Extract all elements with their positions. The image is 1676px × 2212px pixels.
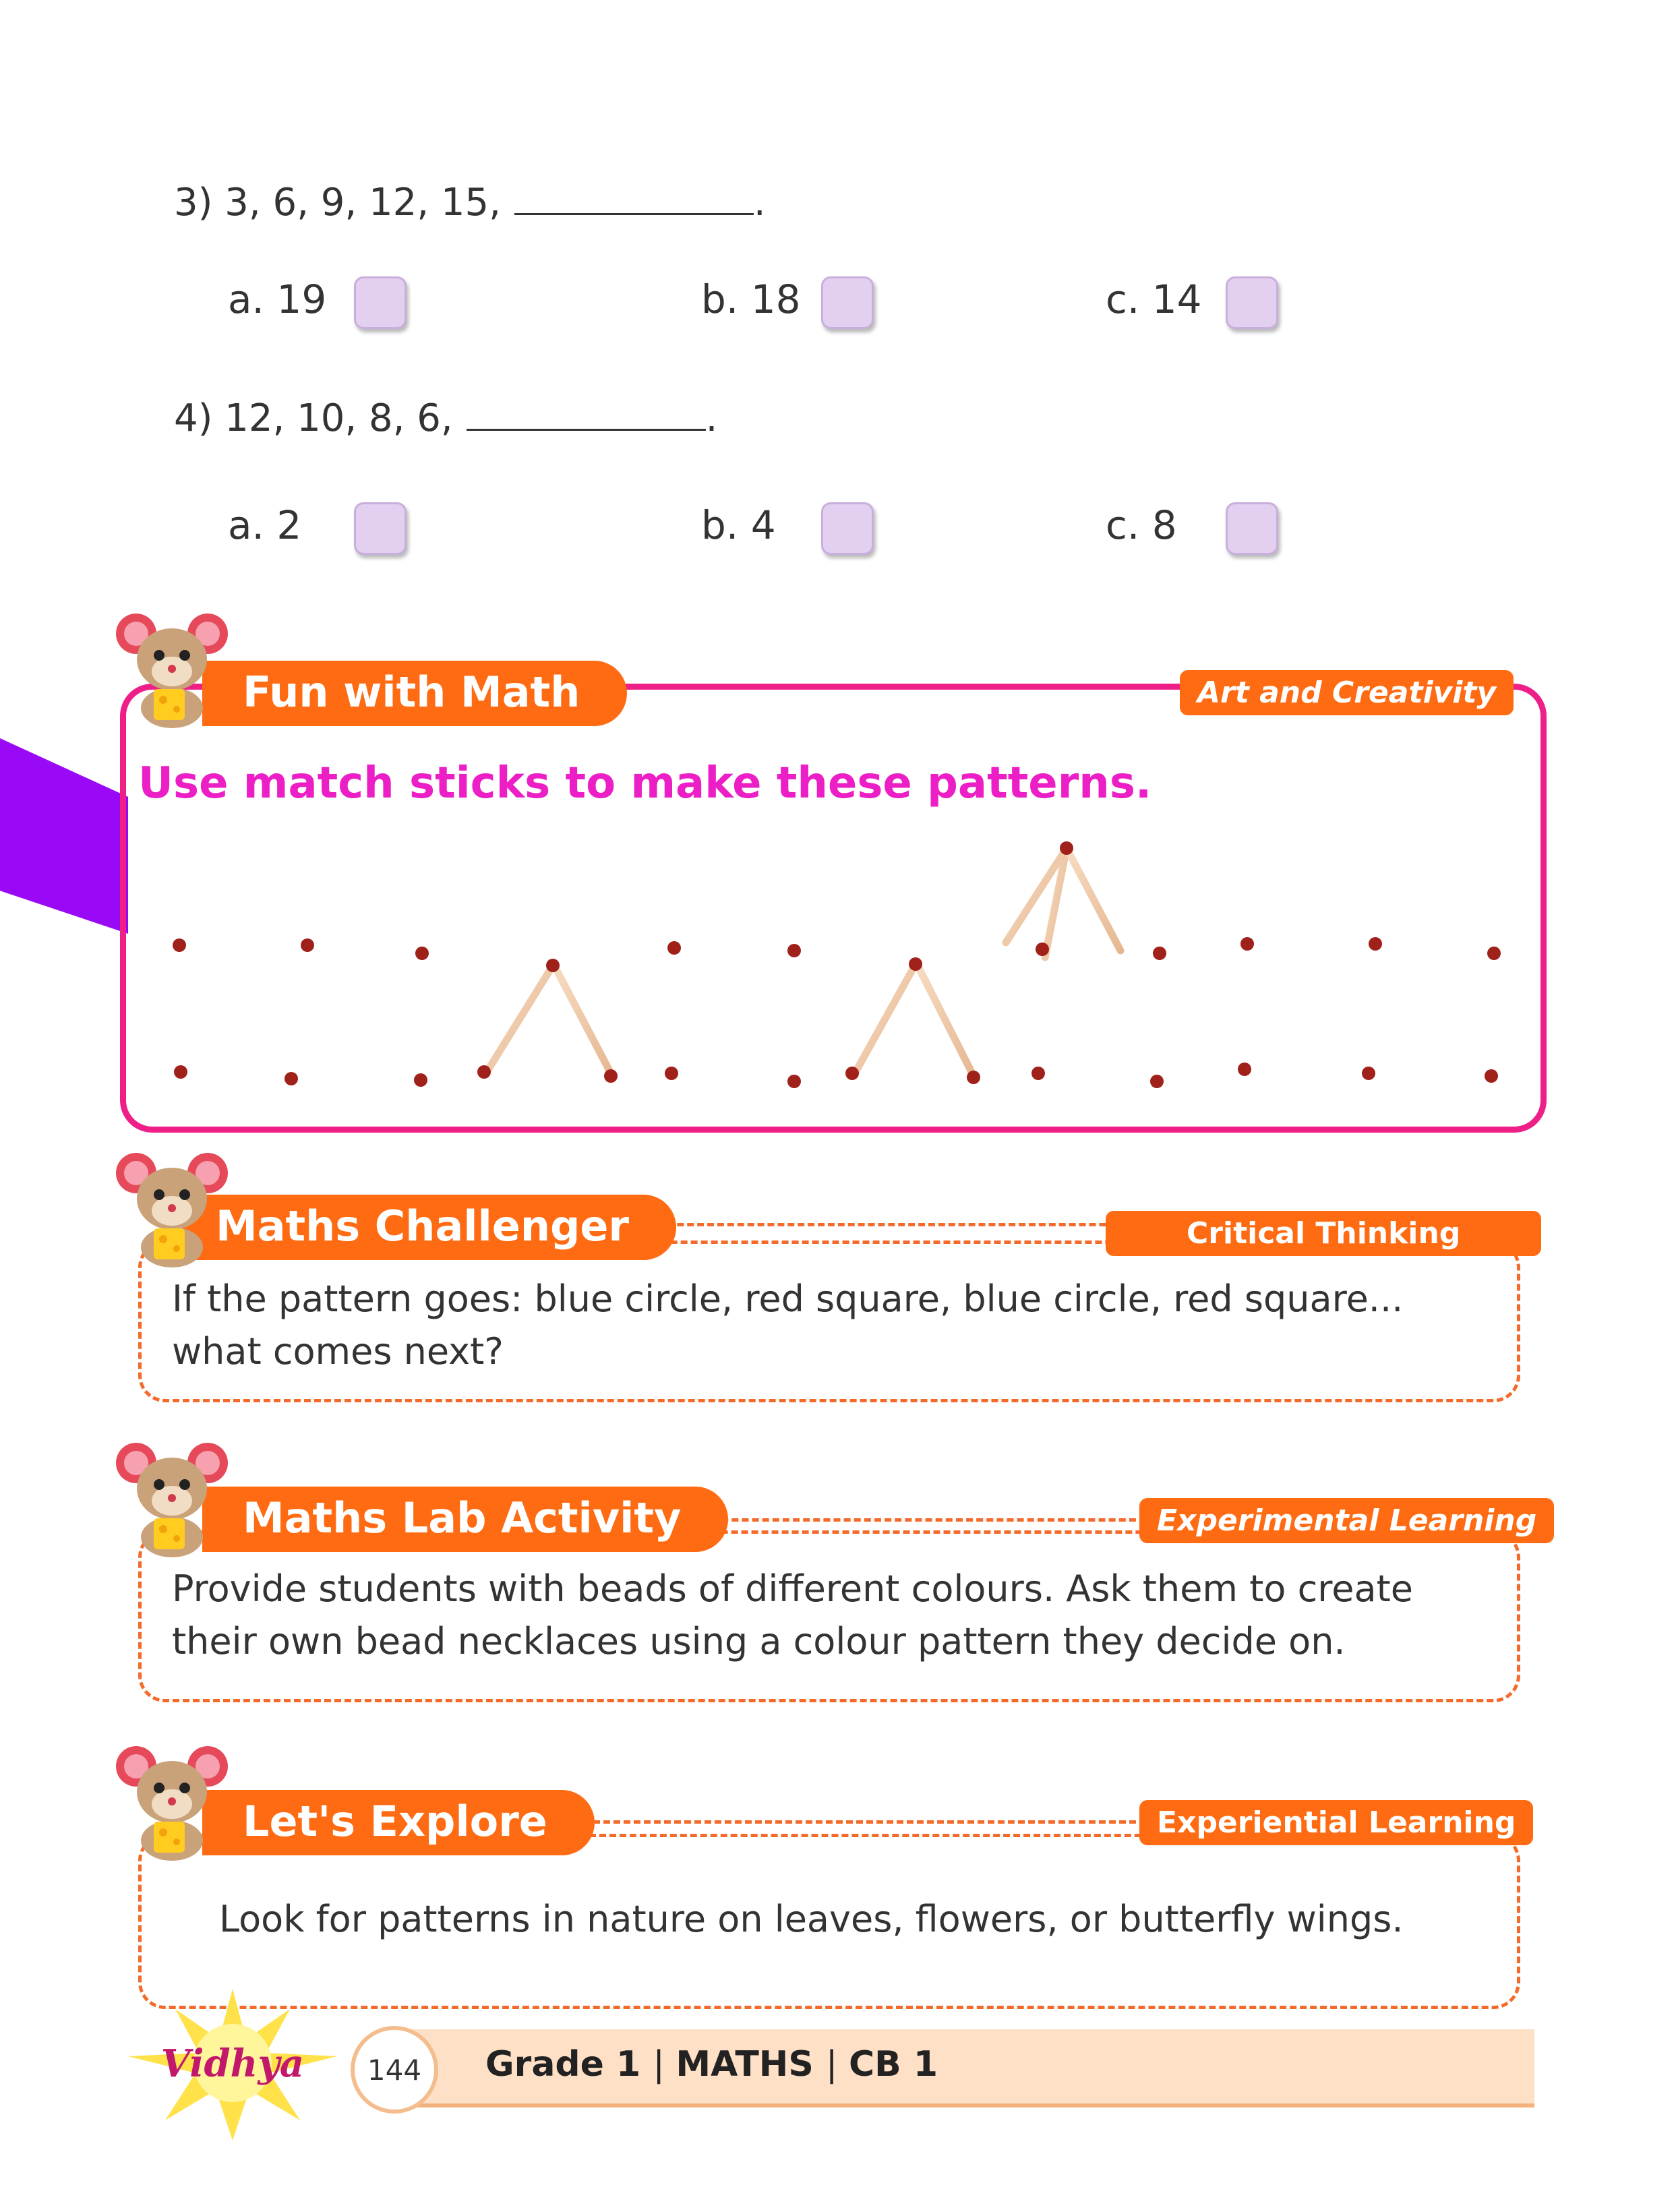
option-3b-label: b. 18	[701, 276, 801, 322]
question-3: 3) 3, 6, 9, 12, 15, .	[174, 181, 766, 225]
art-and-creativity-tag: Art and Creativity	[1180, 670, 1514, 715]
section-title: Fun with Math	[202, 661, 627, 726]
lets-explore-title-pill: Let's Explore	[202, 1790, 595, 1855]
maths-lab-text: Provide students with beads of different colours. Ask them to create their own bead necklaces using a colour pattern they decide on.	[172, 1567, 1413, 1663]
option-3c-checkbox[interactable]	[1226, 276, 1278, 329]
option-4c-label: c. 8	[1106, 502, 1177, 548]
option-4b-checkbox[interactable]	[821, 502, 874, 555]
matchstick-patterns	[135, 829, 1537, 1112]
option-4a-checkbox[interactable]	[354, 502, 407, 555]
answer-blank	[467, 429, 706, 431]
mouse-mascot-icon	[115, 1739, 229, 1861]
question-4-prompt: 4) 12, 10, 8, 6,	[174, 396, 453, 440]
dashed-connector	[573, 1820, 1146, 1824]
mouse-mascot-icon	[115, 607, 229, 728]
question-4: 4) 12, 10, 8, 6, .	[174, 396, 718, 440]
maths-challenger-text: If the pattern goes: blue circle, red square, blue circle, red square... what comes next?	[172, 1278, 1404, 1373]
option-3a-checkbox[interactable]	[354, 276, 407, 329]
lets-explore-text: Look for patterns in nature on leaves, flowers, or butterfly wings.	[219, 1898, 1404, 1940]
mouse-mascot-icon	[115, 1436, 229, 1557]
option-4c-checkbox[interactable]	[1226, 502, 1278, 555]
option-4a-label: a. 2	[228, 502, 302, 548]
option-3c-label: c. 14	[1106, 276, 1202, 322]
experiential-learning-tag: Experiential Learning	[1139, 1800, 1533, 1845]
side-tab-decoration	[0, 738, 128, 934]
answer-blank	[514, 213, 754, 215]
page-number: 144	[351, 2026, 438, 2114]
maths-lab-title-pill: Maths Lab Activity	[202, 1487, 728, 1552]
vidhya-logo-icon	[121, 1982, 344, 2144]
experimental-learning-tag: Experimental Learning	[1139, 1498, 1554, 1543]
maths-challenger-title-pill: Maths Challenger	[182, 1195, 676, 1260]
fun-with-math-title-pill	[202, 661, 627, 726]
dashed-connector	[607, 1223, 1146, 1226]
mouse-mascot-icon	[115, 1146, 229, 1267]
footer-course-info: Grade 1 | MATHS | CB 1	[485, 2044, 938, 2085]
option-4b-label: b. 4	[701, 502, 776, 548]
logo-text: Vidhya	[160, 2041, 305, 2086]
dashed-connector	[701, 1518, 1146, 1522]
option-3a-label: a. 19	[228, 276, 327, 322]
option-3b-checkbox[interactable]	[821, 276, 874, 329]
question-3-prompt: 3) 3, 6, 9, 12, 15,	[174, 181, 501, 225]
matchstick-instruction: Use match sticks to make these patterns.	[138, 758, 1152, 808]
critical-thinking-tag: Critical Thinking	[1106, 1211, 1541, 1256]
